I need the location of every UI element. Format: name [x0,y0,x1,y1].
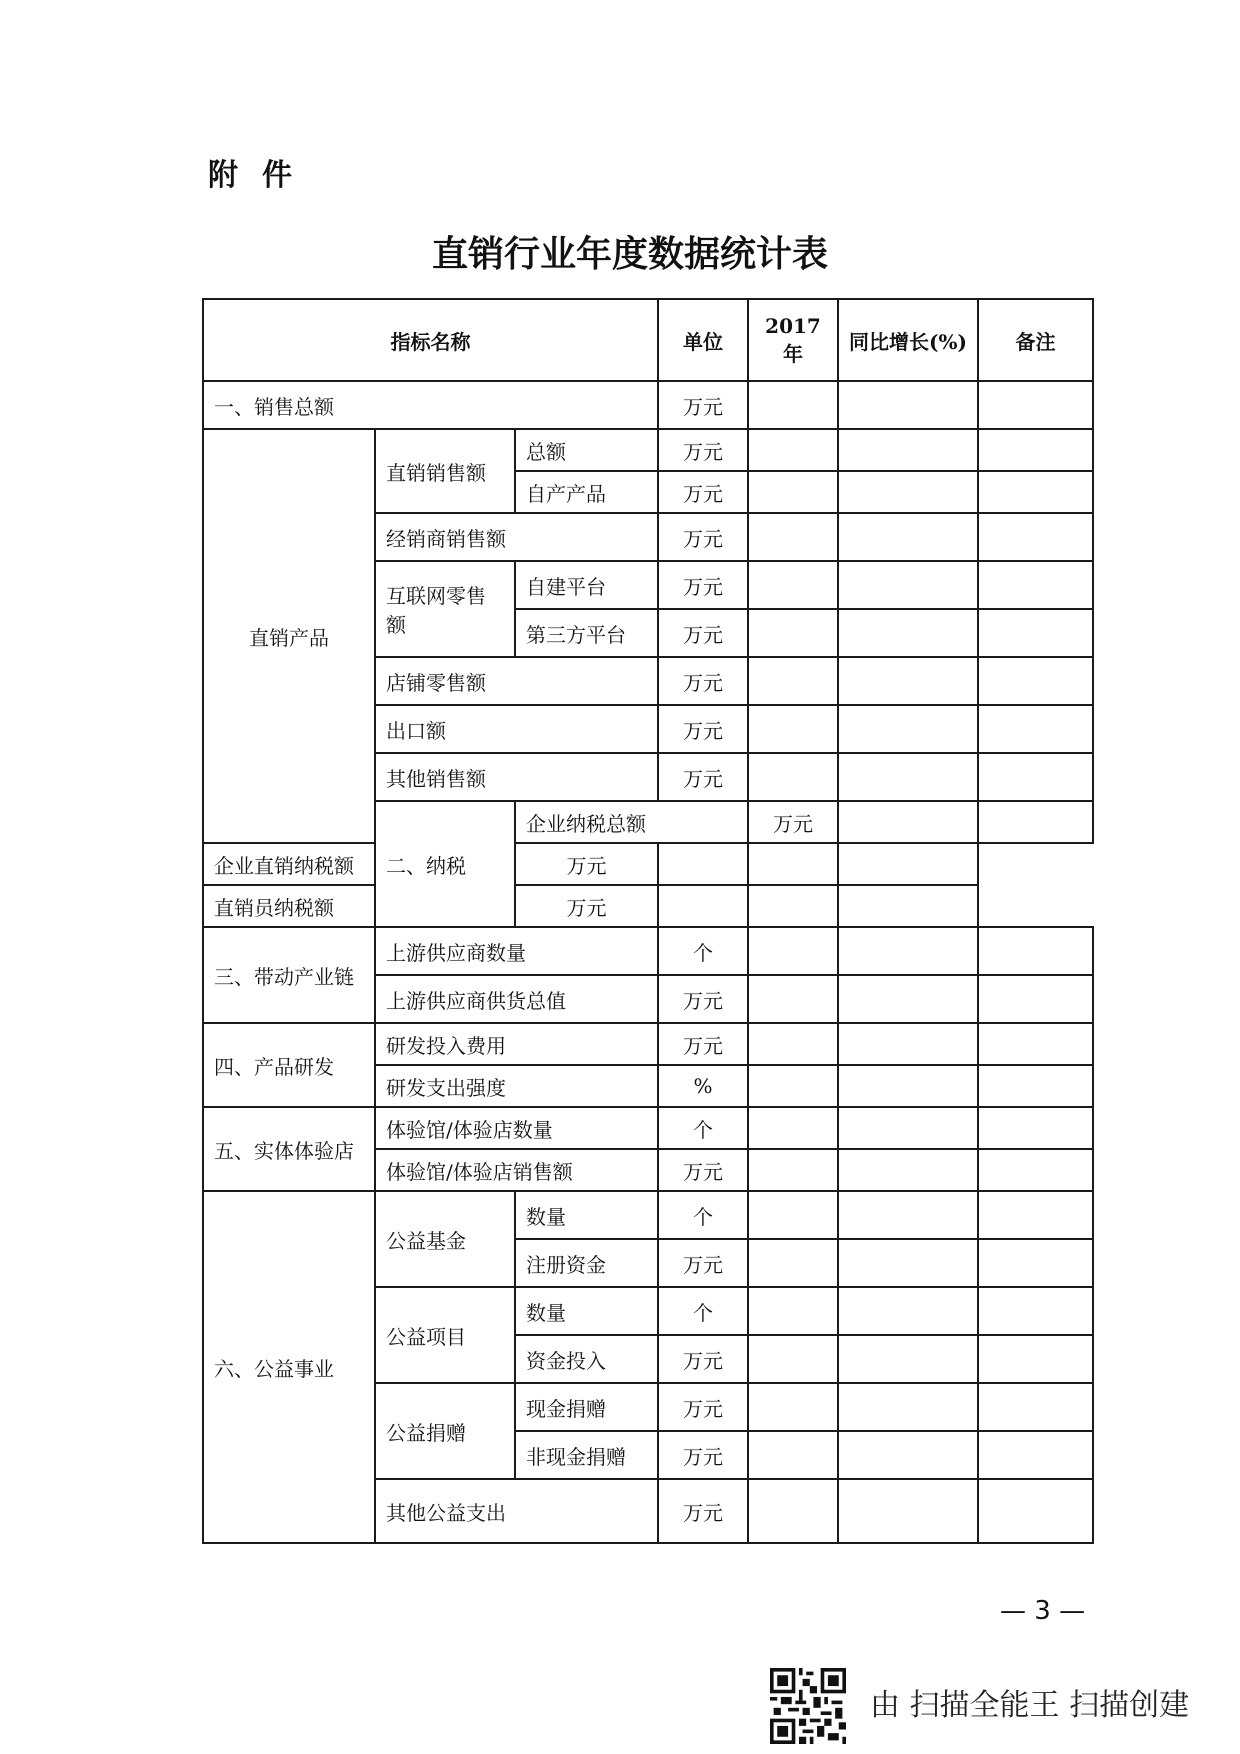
row-label: 研发投入费用 [375,1023,658,1065]
row-label: 研发支出强度 [375,1065,658,1107]
unit-cell: 万元 [658,1383,748,1431]
row-label: 体验馆/体验店数量 [375,1107,658,1149]
unit-cell: 万元 [658,1239,748,1287]
remarks-cell[interactable] [978,609,1093,657]
group-label: 公益捐赠 [375,1383,515,1479]
header-row [203,299,1093,381]
table-row [203,429,1093,471]
yoy-cell[interactable] [838,1065,978,1107]
remarks-cell[interactable] [978,1431,1093,1479]
section-label: 四、产品研发 [203,1023,375,1107]
value-cell[interactable] [658,885,748,927]
remarks-cell[interactable] [978,1479,1093,1543]
remarks-cell[interactable] [978,657,1093,705]
section-label: 直销产品 [203,429,375,843]
remarks-cell[interactable] [978,1191,1093,1239]
yoy-cell[interactable] [838,975,978,1023]
value-cell[interactable] [748,927,838,975]
yoy-cell[interactable] [838,1023,978,1065]
table-row [203,1023,1093,1065]
unit-cell: 万元 [658,381,748,429]
yoy-cell[interactable] [838,1287,978,1335]
value-cell[interactable] [748,429,838,471]
unit-cell: 万元 [658,471,748,513]
yoy-cell[interactable] [838,429,978,471]
unit-cell: 万元 [658,1023,748,1065]
unit-cell: 个 [658,1287,748,1335]
unit-cell: 万元 [658,975,748,1023]
row-label: 注册资金 [515,1239,658,1287]
value-cell[interactable] [748,975,838,1023]
value-cell[interactable] [658,843,748,885]
value-cell[interactable] [748,1383,838,1431]
group-label: 公益基金 [375,1191,515,1287]
row-label: 数量 [515,1287,658,1335]
unit-cell: 万元 [515,885,658,927]
yoy-cell[interactable] [838,1335,978,1383]
remarks-cell[interactable] [978,471,1093,513]
row-label: 企业纳税总额 [515,801,748,843]
row-label: 资金投入 [515,1335,658,1383]
remarks-cell[interactable] [978,1239,1093,1287]
unit-cell: 个 [658,1191,748,1239]
yoy-cell[interactable] [838,705,978,753]
remarks-cell[interactable] [978,1383,1093,1431]
table-row [203,927,1093,975]
remarks-cell[interactable] [978,1149,1093,1191]
unit-cell: 万元 [658,705,748,753]
yoy-cell[interactable] [838,1149,978,1191]
header-indicator: 指标名称 [203,299,658,381]
yoy-cell[interactable] [838,927,978,975]
unit-cell: % [658,1065,748,1107]
yoy-cell[interactable] [838,753,978,801]
unit-cell: 万元 [658,753,748,801]
table-row [203,1107,1093,1149]
header-year: 2017 年 [748,299,838,381]
remarks-cell[interactable] [978,975,1093,1023]
remarks-cell[interactable] [978,1065,1093,1107]
value-cell[interactable] [748,705,838,753]
value-cell[interactable] [748,471,838,513]
value-cell[interactable] [748,1335,838,1383]
section-label: 二、纳税 [375,801,515,927]
row-label: 非现金捐赠 [515,1431,658,1479]
unit-cell: 万元 [658,1149,748,1191]
value-cell[interactable] [748,1023,838,1065]
header-remarks: 备注 [978,299,1093,381]
section-label: 三、带动产业链 [203,927,375,1023]
value-cell[interactable] [748,1479,838,1543]
table-row [203,1191,1093,1239]
value-cell[interactable] [748,1149,838,1191]
row-label: 第三方平台 [515,609,658,657]
unit-cell: 万元 [658,429,748,471]
row-label: 现金捐赠 [515,1383,658,1431]
yoy-cell[interactable] [838,1239,978,1287]
unit-cell: 万元 [658,513,748,561]
remarks-cell[interactable] [978,1107,1093,1149]
group-label: 直销销售额 [375,429,515,513]
remarks-cell[interactable] [978,381,1093,429]
value-cell[interactable] [748,753,838,801]
section-label: 五、实体体验店 [203,1107,375,1191]
row-label: 其他销售额 [375,753,658,801]
remarks-cell[interactable] [838,885,978,927]
yoy-cell[interactable] [838,381,978,429]
yoy-cell[interactable] [838,513,978,561]
yoy-cell[interactable] [748,885,838,927]
value-cell[interactable] [748,561,838,609]
unit-cell: 万元 [658,657,748,705]
document-title: 直销行业年度数据统计表 [431,233,828,275]
row-label: 上游供应商数量 [375,927,658,975]
value-cell[interactable] [838,801,978,843]
yoy-cell[interactable] [838,561,978,609]
value-cell[interactable] [748,1065,838,1107]
row-label: 自建平台 [515,561,658,609]
group-label: 公益项目 [375,1287,515,1383]
unit-cell: 万元 [748,801,838,843]
row-label: 体验馆/体验店销售额 [375,1149,658,1191]
unit-cell: 万元 [515,843,658,885]
value-cell[interactable] [748,381,838,429]
table-row [203,843,1093,885]
unit-cell: 万元 [658,609,748,657]
yoy-cell[interactable] [978,801,1093,843]
value-cell[interactable] [748,1287,838,1335]
table-row [203,381,1093,429]
value-cell[interactable] [748,513,838,561]
yoy-cell[interactable] [838,1431,978,1479]
row-label: 其他公益支出 [375,1479,658,1543]
yoy-cell[interactable] [838,657,978,705]
remarks-cell[interactable] [978,927,1093,975]
qr-code-icon [770,1668,846,1744]
group-label: 互联网零售额 [375,561,515,657]
row-label: 企业直销纳税额 [203,843,515,885]
header-yoy: 同比增长(%) [838,299,978,381]
row-label: 直销员纳税额 [203,885,515,927]
table-row [203,885,1093,927]
value-cell[interactable] [748,1191,838,1239]
yoy-cell[interactable] [838,1191,978,1239]
remarks-cell[interactable] [978,1335,1093,1383]
value-cell[interactable] [748,657,838,705]
unit-cell: 万元 [658,561,748,609]
row-label: 总额 [515,429,658,471]
remarks-cell[interactable] [978,753,1093,801]
yoy-cell[interactable] [748,843,838,885]
yoy-cell[interactable] [838,471,978,513]
row-label: 上游供应商供货总值 [375,975,658,1023]
remarks-cell[interactable] [838,843,978,885]
value-cell[interactable] [748,609,838,657]
yoy-cell[interactable] [838,609,978,657]
yoy-cell[interactable] [838,1479,978,1543]
remarks-cell[interactable] [978,705,1093,753]
remarks-cell[interactable] [978,1287,1093,1335]
unit-cell: 个 [658,1107,748,1149]
remarks-cell[interactable] [978,429,1093,471]
statistics-table [202,298,1094,1544]
unit-cell: 万元 [658,1335,748,1383]
page-number: — 3 — [1000,1596,1086,1626]
unit-cell: 个 [658,927,748,975]
row-label: 自产产品 [515,471,658,513]
scanner-credit: 由 扫描全能王 扫描创建 [870,1688,1190,1723]
row-label: 一、销售总额 [203,381,658,429]
remarks-cell[interactable] [978,561,1093,609]
value-cell[interactable] [748,1107,838,1149]
attachment-label: 附件 [208,158,316,193]
row-label: 店铺零售额 [375,657,658,705]
yoy-cell[interactable] [838,1107,978,1149]
section-label: 六、公益事业 [203,1191,375,1543]
row-label: 经销商销售额 [375,513,658,561]
yoy-cell[interactable] [838,1383,978,1431]
header-unit: 单位 [658,299,748,381]
remarks-cell[interactable] [978,1023,1093,1065]
value-cell[interactable] [748,1239,838,1287]
row-label: 出口额 [375,705,658,753]
remarks-cell[interactable] [978,513,1093,561]
unit-cell: 万元 [658,1431,748,1479]
row-label: 数量 [515,1191,658,1239]
value-cell[interactable] [748,1431,838,1479]
unit-cell: 万元 [658,1479,748,1543]
